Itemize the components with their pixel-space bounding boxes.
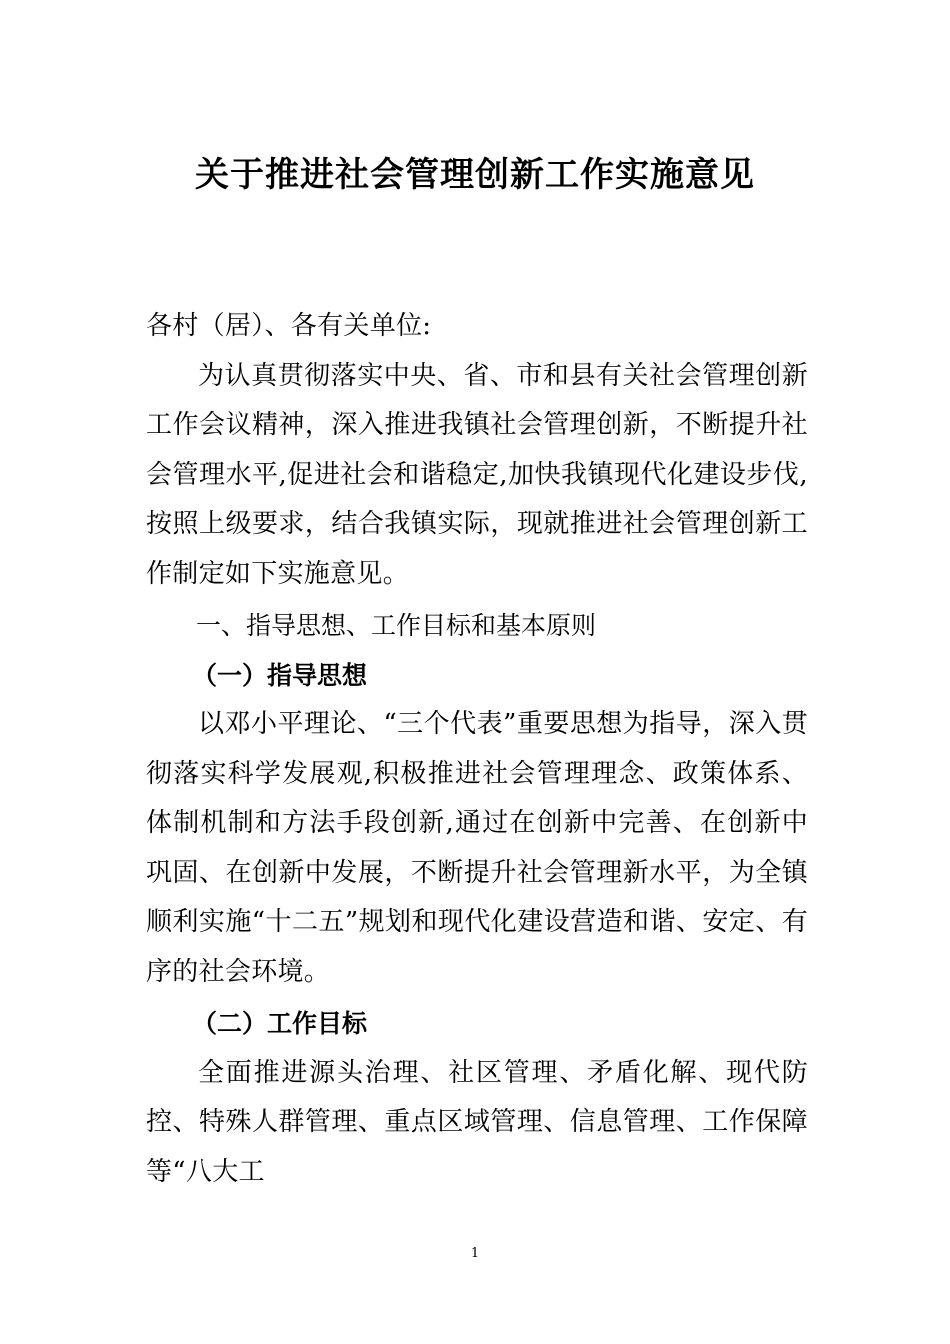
- work-goals-paragraph: 全面推进源头治理、社区管理、矛盾化解、现代防控、特殊人群管理、重点区域管理、信息管理、工作保障等“八大工: [146, 1057, 808, 1187]
- page-number: 1: [470, 1246, 480, 1261]
- salutation: 各村（居）、各有关单位:: [146, 311, 432, 341]
- intro-paragraph: 为认真贯彻落实中央、省、市和县有关社会管理创新工作会议精神，深入推进我镇社会管理创新，不断提升社会管理水平,促进社会和谐稳定,加快我镇现代化建设步伐,按照上级要求，结合我镇实际，现就推进社会管理创新工作制定如下实施意见。: [146, 360, 808, 589]
- subsection-heading-2: （二）工作目标: [192, 1009, 368, 1038]
- guiding-ideology-paragraph: 以邓小平理论、“三个代表”重要思想为指导，深入贯彻落实科学发展观,积极推进社会管理理念、政策体系、体制机制和方法手段创新,通过在创新中完善、在创新中巩固、在创新中发展，不断提升社会管理新水平，为全镇顺利实施“十二五”规划和现代化建设营造和谐、安定、有序的社会环境。: [146, 709, 808, 987]
- document-body: [146, 302, 808, 1197]
- subsection-heading-1: （一）指导思想: [192, 660, 368, 690]
- section-heading-1: 一、指导思想、工作目标和基本原则: [196, 611, 597, 640]
- document-title: 关于推进社会管理创新工作实施意见: [195, 155, 755, 195]
